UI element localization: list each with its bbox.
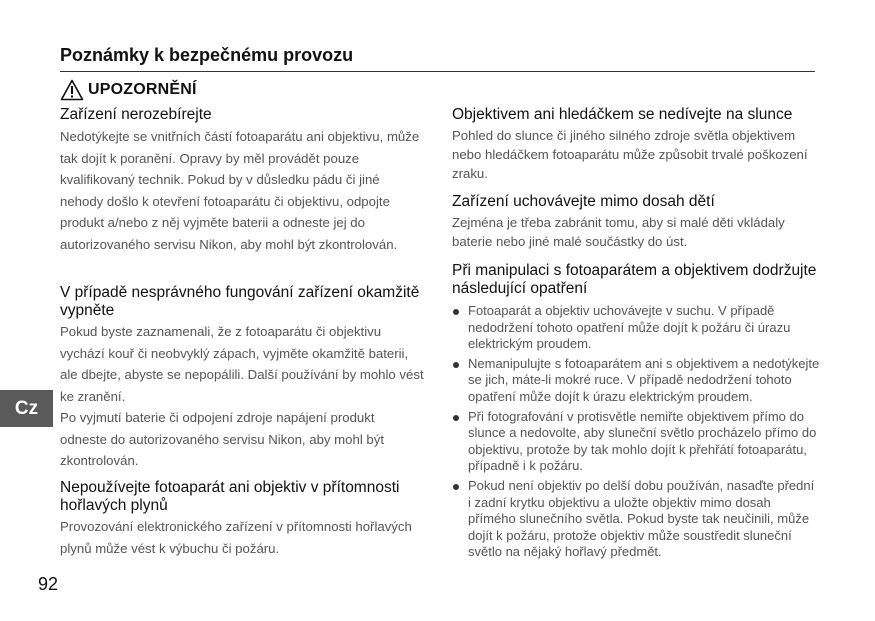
page-number: 92 bbox=[38, 574, 59, 594]
section-text: Nedotýkejte se vnitřních částí fotoaparátu ani objektivu, může tak dojít k poranění. Opravy by měl provádět pouze kvalifikovaný technik. Pokud by v důsledku pádu či jiné nehody došlo k otevření fotoaparátu či objektivu, odpojte produkt a/nebo z něj vyjměte baterii a odneste jej do autorizovaného servisu Nikon, aby mohl být zkontrolován. bbox=[60, 129, 420, 252]
list-item: Fotoaparát a objektiv uchovávejte v suchu. V případě nedodržení tohoto opatření může dojít k požáru či úrazu elektrickým proudem. bbox=[452, 303, 820, 353]
section-text: Pohled do slunce či jiného silného zdroje světla objektivem nebo hledáčkem fotoaparátu může způsobit trvalé poškození zraku. bbox=[452, 128, 808, 181]
section-heading: Zařízení nerozebírejte bbox=[60, 106, 212, 123]
bullet-icon bbox=[453, 484, 459, 490]
bullet-icon bbox=[453, 362, 459, 368]
language-tab: Cz bbox=[0, 390, 53, 427]
warning-triangle-icon bbox=[60, 79, 84, 101]
section-text-2: Po vyjmutí baterie či odpojení zdroje napájení produkt odneste do autorizovaného servisu Nikon, aby mohl být zkontrolován. bbox=[60, 410, 385, 468]
bullet-icon bbox=[453, 309, 459, 315]
section-disassembly bbox=[60, 106, 425, 255]
list-item: Nemanipulujte s fotoaparátem ani s objektivem a nedotýkejte se jich, máte-li mokré ruce. V případě nedodržení tohoto opatření může dojít k úrazu elektrickým proudem. bbox=[452, 356, 820, 406]
warning-label: UPOZORNĚNÍ bbox=[88, 81, 197, 98]
title-divider bbox=[60, 71, 815, 72]
section-sun bbox=[452, 106, 820, 183]
section-text: Pokud byste zaznamenali, že z fotoaparátu či objektivu vychází kouř či neobvyklý zápach, vyjměte okamžitě baterii, ale dbejte, abyste se nepopálili. Další používání by mohlo vést ke zranění. bbox=[60, 324, 424, 404]
section-heading: Objektivem ani hledáčkem se nedívejte na slunce bbox=[452, 106, 793, 123]
section-malfunction bbox=[60, 284, 425, 472]
section-heading: Nepoužívejte fotoaparát ani objektiv v přítomnosti hořlavých plynů bbox=[60, 479, 400, 514]
bullet-icon bbox=[453, 415, 459, 421]
section-heading: Při manipulaci s fotoaparátem a objektivem dodržujte následující opatření bbox=[452, 262, 817, 297]
precautions-list bbox=[452, 303, 820, 561]
section-heading: Zařízení uchovávejte mimo dosah dětí bbox=[452, 193, 715, 210]
section-text: Zejména je třeba zabránit tomu, aby si malé děti vkládaly baterie nebo jiné malé součástky do úst. bbox=[452, 215, 785, 249]
section-flammable-gas bbox=[60, 479, 425, 559]
warning-header bbox=[60, 79, 197, 101]
list-item: Při fotografování v protisvětle nemiřte objektivem přímo do slunce a nedovolte, aby sluneční světlo procházelo přímo do objektivu, protože by tak mohlo dojít k přehřátí fotoaparátu, případně i k požáru. bbox=[452, 409, 820, 475]
list-item: Pokud není objektiv po delší dobu používán, nasaďte přední i zadní krytku objektivu a uložte objektiv mimo dosah přímého slunečního světla. Pokud byste tak neučinili, může dojít k požáru, protože objektiv může soustředit sluneční světlo na nějaký hořlavý předmět. bbox=[452, 478, 820, 561]
section-children bbox=[452, 193, 820, 251]
section-heading: V případě nesprávného fungování zařízení okamžitě vypněte bbox=[60, 284, 420, 319]
section-text: Provozování elektronického zařízení v přítomnosti hořlavých plynů může vést k výbuchu či požáru. bbox=[60, 519, 412, 556]
page-title: Poznámky k bezpečnému provozu bbox=[60, 45, 354, 65]
section-precautions bbox=[452, 262, 820, 564]
